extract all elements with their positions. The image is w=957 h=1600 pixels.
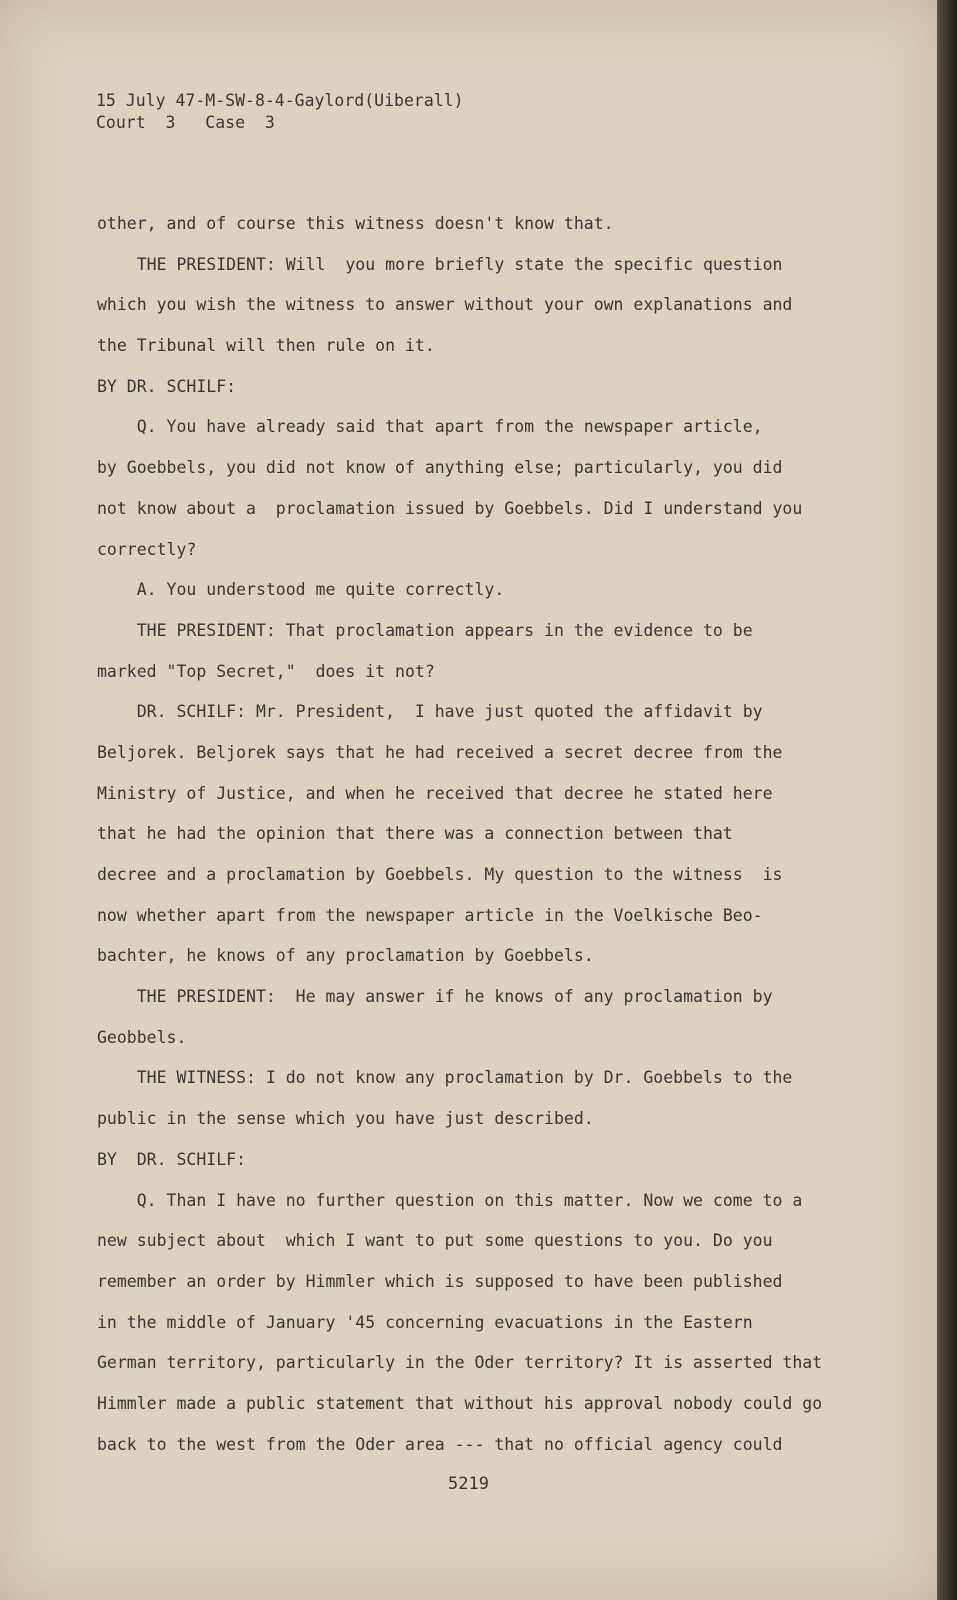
transcript-line: Himmler made a public statement that without his approval nobody could go: [97, 1393, 823, 1413]
transcript-line: marked "Top Secret," does it not?: [97, 661, 435, 681]
transcript-body: [97, 209, 837, 1470]
header-court-line: Court 3 Case 3: [96, 113, 275, 132]
transcript-line: Beljorek. Beljorek says that he had received a secret decree from the: [97, 742, 783, 762]
transcript-line: THE PRESIDENT: He may answer if he knows of any proclamation by: [97, 987, 773, 1007]
transcript-line: in the middle of January '45 concerning evacuations in the Eastern: [97, 1312, 753, 1332]
transcript-line: THE PRESIDENT: That proclamation appears in the evidence to be: [97, 620, 753, 640]
transcript-line: by Goebbels, you did not know of anything else; particularly, you did: [97, 458, 783, 478]
page-number: 5219: [448, 1474, 489, 1494]
transcript-line: A. You understood me quite correctly.: [97, 580, 505, 600]
transcript-line: remember an order by Himmler which is supposed to have been published: [97, 1271, 783, 1291]
transcript-line: BY DR. SCHILF:: [97, 1149, 247, 1169]
scan-edge: [937, 0, 957, 1600]
transcript-line: BY DR. SCHILF:: [97, 376, 237, 396]
page-header: [96, 90, 464, 134]
transcript-line: German territory, particularly in the Oder territory? It is asserted that: [97, 1353, 823, 1373]
transcript-line: other, and of course this witness doesn't know that.: [97, 214, 614, 233]
transcript-line: which you wish the witness to answer without your own explanations and: [97, 295, 793, 315]
transcript-line: that he had the opinion that there was a connection between that: [97, 824, 733, 844]
transcript-line: DR. SCHILF: Mr. President, I have just quoted the affidavit by: [97, 702, 763, 722]
transcript-line: the Tribunal will then rule on it.: [97, 336, 435, 356]
transcript-line: Ministry of Justice, and when he received that decree he stated here: [97, 783, 773, 803]
transcript-line: decree and a proclamation by Goebbels. My question to the witness is: [97, 865, 783, 884]
transcript-line: Q. Than I have no further question on this matter. Now we come to a: [97, 1190, 803, 1210]
transcript-line: now whether apart from the newspaper article in the Voelkische Beo-: [97, 905, 763, 925]
transcript-line: Q. You have already said that apart from the newspaper article,: [97, 417, 763, 437]
transcript-line: not know about a proclamation issued by Goebbels. Did I understand you: [97, 498, 803, 518]
transcript-line: THE WITNESS: I do not know any proclamation by Dr. Goebbels to the: [97, 1068, 793, 1088]
transcript-line: correctly?: [97, 539, 197, 559]
transcript-line: THE PRESIDENT: Will you more briefly state the specific question: [97, 254, 783, 274]
transcript-line: back to the west from the Oder area --- that no official agency could: [97, 1434, 783, 1454]
transcript-line: Geobbels.: [97, 1027, 187, 1047]
header-date-line: 15 July 47-M-SW-8-4-Gaylord(Uiberall): [96, 91, 464, 110]
transcript-line: bachter, he knows of any proclamation by Goebbels.: [97, 946, 594, 966]
transcript-line: public in the sense which you have just described.: [97, 1109, 594, 1129]
transcript-line: new subject about which I want to put some questions to you. Do you: [97, 1231, 773, 1251]
